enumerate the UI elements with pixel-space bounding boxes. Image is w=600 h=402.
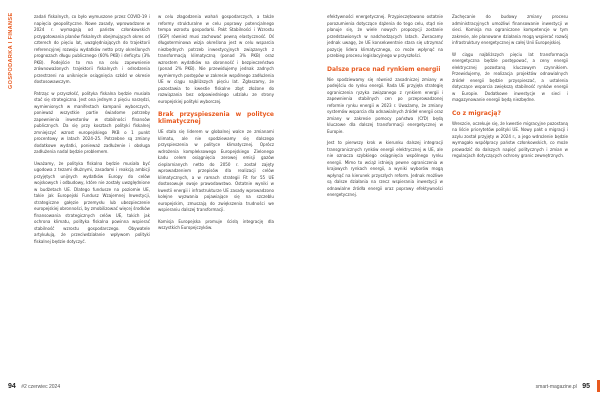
paragraph: Wreszcie, oczekuje się, że kwestie migracyjne pozostaną na liście priorytetów polityki UE. Nowy pakt o migracji i azylu został przyjęty w 2024 r., a jego wdrożenie będzie wymagało współpracy państw członkowskich, co może prowadzić do dalszych napięć politycznych i zmian w regulacjach dotyczących ochrony granic zewnętrznych.	[452, 120, 568, 158]
section-title: GOSPODARKA I FINANSE	[8, 12, 14, 89]
column-2	[158, 14, 274, 237]
page-number-left: 94	[8, 383, 16, 390]
subheading-energy-market: Dalsze prace nad rynkiem energii	[327, 65, 441, 73]
paragraph: zadań fiskalnych, co było wymuszone przez COVID-19 i napięcia geopolityczne. Nowe zasady, wprowadzone w 2024 r. wymagają od państw członkowskich przygotowania planów fiskalnych obejmujących okres od czterech do pięciu lat, uwzględniających do trajektorii referencyjnej rozwoju wydatków netto przy określonych prognozach długu publicznego (60% PKB) i deficytu (3% PKB). Podejście to ma na celu zapewnienie zrównoważonych trajektorii fiskalnych i odrodzenia przestrzeni na uniknięcie osiągnięcia szkód w okresie dostosowawczym.	[34, 14, 150, 84]
paragraph: w celu złagodzenia wahań gospodarczych, a także reformy strukturalne w celu poprawy potencjalnego tempa wzrostu gospodarki. Pakt Stabilności i Wzrostu (SGP) również musi zachować pewną elastyczność. Oś długoterminowa wizja określona jest w celu wsparcia niezbędnych potrzeb inwestycyjnych związanych z transformacją klimatyczną (ponad 3% PKB) oraz wzrostem wydatków na obronność i bezpieczeństwo (ponad 2% PKB). Nie przewidujemy jednak zadnych wymiernych postępów w zakresie wspólnego zadłużenia UE w ciągu najbliższych pięciu lat. Zgłaszamy, że pozostawia to kwestie fiskalne zbyt złożone do rozwiązania bez odpowiedniego udziału ze strony europejskiej polityki wyborczej.	[158, 14, 274, 104]
paragraph: W ciągu najbliższych pięciu lat transformacja energetyczna będzie postępować, a ceny energii elektrycznej pozostaną kluczowym czynnikiem. Przewidujemy, że realizacja projektów odnawialnych źródeł energii będzie przyspieszać, a ustalenia dotyczące wsparcia zwiększą stabilność rynków energii w Europie. Dodatkowe inwestycje w sieci i magazynowanie energii będą niezbędne.	[452, 51, 568, 102]
paragraph: Patrząc w przyszłość, polityka fiskalna będzie musiała stać się strategiczna. Jest ona jednym z pięciu narzędzi, wymienionych w manifestach kampanii wyborczych, ponieważ wszystkie partie świadome potrzeby zapewnienia inwestorów w stabilności finansów publicznych. Da się przy kosztach polityki fiskalnej zmniejszyć wzrost europejskiego PKB o 1 punkt procentowy w latach 2024–25. Potrzebne są zmiany dodatkowe wydatki, ponieważ zadłużenie i obsługa zadłużenia nadal będzie problemem.	[34, 90, 150, 154]
paragraph: Jest to pierwszy krok w kierunku dalszej integracji transgranicznych rynków energii elektrycznej w UE, ale nie oznacza szybkiego osiągnięcia wspólnego rynku energii. Mimo to wciąż istnieją pewne ograniczenia w krajowych rynkach energii, a wyniki wyborów mogą wpłynąć na kierunek przyszłych reform. Jednak możliwe są dalsze działania na rzecz wspierania inwestycji w odnawialne źródła energii oraz poprawy efektywności energetycznej.	[327, 140, 443, 197]
page-number-right: 95	[582, 383, 590, 390]
subheading-migration: Co z migracją?	[452, 109, 501, 117]
paragraph: efektywności energetycznej. Przypieczętowano ostatnie porozumienia dotyczące dążenia do tego celu, stąd nie planuje się, że wiele nowych propozycji zostanie przedstawionych w nadchodzących latach. Zwracamy jednak uwagę, że UE konsekwentnie stara się utrzymać pozycję lidera klimatycznego, co może wpłynąć na przebieg procesu legislacyjnego w przyszłości.	[327, 14, 443, 58]
paragraph: UE stała się liderem w globalnej walce ze zmianami klimatu, ale nie spodziewamy się dalszego przyspieszenia w polityce klimatycznej. Oprócz wdrożenia kompleksowego Europejskiego Zielonego Ładu celem osiągnięcia zerowej emisji gazów cieplarnianych netto do 2050 r. został zajęty wprowadzeniem przepisów dla realizacji celów klimatycznych, a w ramach strategii Fit for 55 UE dostosowuje swoje prawodawstwo. Ostatnie wyniki w kwestii energii i infrastrukturze UE zasady wprowadzono kolejne wyzwania pojawiające się na szczeblu europejskim, zmuszają do zwiększenia trudności we wspieraniu dalszej transformacji.	[158, 129, 274, 212]
footer-left	[8, 383, 60, 390]
paragraph: Uważamy, że polityka fiskalna będzie musiała być ugodowa z tezami dłużnymi, zasadami i reakcją ambicji przyjętych unijnych wydatków Europy do celów wojskowych i odbudowy, które nie zostały uwzględnione w budżetach UE. Dlatego fundusze na poziomie UE, takie jak Europejski Fundusz Wzajemnej Inwestycji, strategiczne gałęzie przemysłu lub ubezpieczenie europejskiej obronności, by zmobilizować więcej środków finansowania strategicznych celów UE, takich jak ochrona klimatu, polityka fiskalna powinna wspierać stabilność wzrostu gospodarczego. Obywatele artykułują, że przeciwdziałanie wpływom polityki fiskalnej będzie dotyczyć.	[34, 160, 150, 244]
paragraph: Nie spodziewamy się również zasadniczej zmiany w podejściu do rynku energii. Rada UE przyjęła strategię ograniczenia ryzyka związanego z rynkiem energii i zapewnienia stabilnych cen po przeprowadzonej reformie rynku energii w 2023 r. Uważamy, że zmiany systemów wsparcia dla odnawialnych źródeł energii oraz zmiany w zakresie pomocy państwa (CfD) będą kluczowe dla dalszej transformacji energetycznej w Europie.	[327, 76, 443, 134]
paragraph: Komisja Europejska promuje ścisłą integrację dla wszystkich Europejczyków.	[158, 218, 274, 230]
paragraph: Zachęcanie do budowy zmiany procesu administracyjnych umożliwi finansowanie inwestycji w sieci. Komisja ma ograniczone kompetencje w tym zakresie, ale planowane działania mogą wspierać rozwój infrastruktury energetycznej w całej Unii Europejskiej.	[452, 14, 568, 45]
column-4	[452, 14, 568, 165]
column-3	[327, 14, 443, 204]
footer-right	[536, 383, 590, 390]
column-1	[34, 14, 150, 250]
site-link[interactable]: smart-magazine.pl	[535, 384, 577, 390]
issue-label: #2 czerwiec 2024	[21, 384, 61, 390]
subheading-climate: Brak przyspieszenia w polityce klimatycznej	[158, 111, 274, 125]
